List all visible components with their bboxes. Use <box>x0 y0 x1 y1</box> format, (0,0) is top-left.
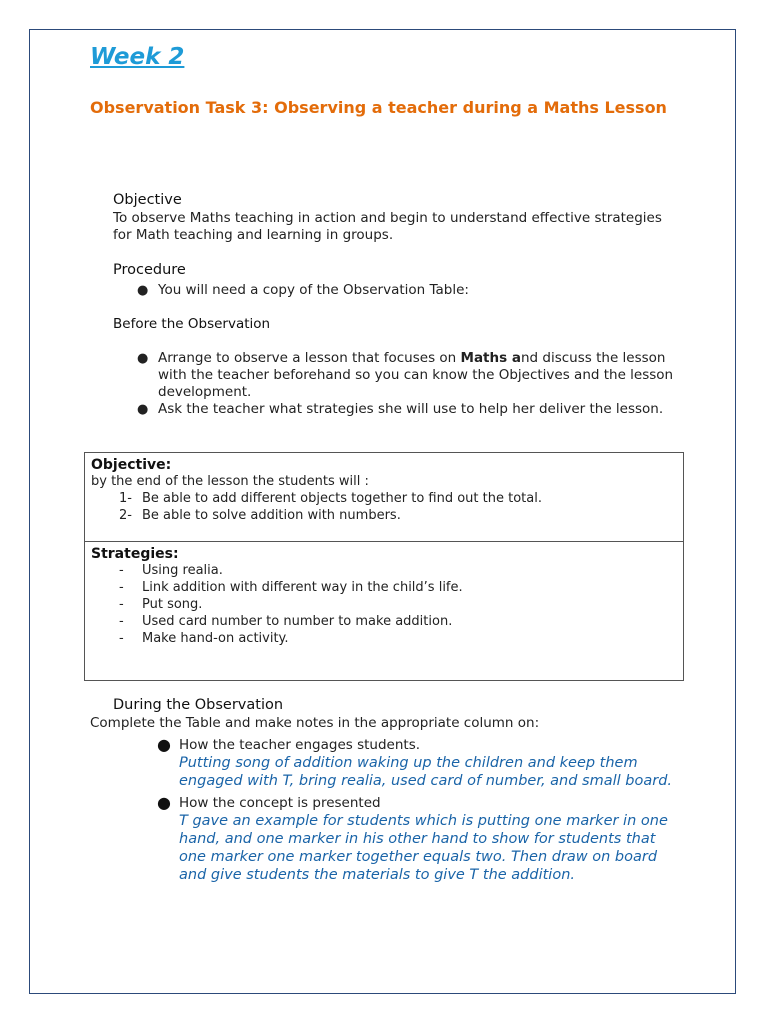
before-heading: Before the Observation <box>113 316 271 332</box>
bullet-icon: ● <box>137 402 149 417</box>
list-text: Put song. <box>142 597 203 612</box>
bullet-icon: ● <box>137 351 149 366</box>
list-text: Be able to add different objects together to find out the total. <box>142 491 542 506</box>
list-item <box>91 507 677 524</box>
strategies-box <box>84 541 684 681</box>
list-text: Used card number to number to make addition. <box>142 614 453 629</box>
objective-text: To observe Maths teaching in action and begin to understand effective strategies for Math teaching and learning in groups. <box>113 210 662 243</box>
during-answer: Putting song of addition waking up the children and keep them engaged with T, bring realia, used card of number, and small board. <box>179 755 673 789</box>
list-item <box>91 562 677 579</box>
objective-heading: Objective <box>113 192 182 208</box>
dash-icon: - <box>119 563 124 578</box>
task-title: Observation Task 3: Observing a teacher during a Maths Lesson <box>90 98 667 117</box>
list-item <box>157 737 677 790</box>
dash-icon: - <box>119 580 124 595</box>
list-item <box>91 596 677 613</box>
during-heading: During the Observation <box>113 697 284 713</box>
during-question: How the concept is presented <box>179 795 381 811</box>
list-item <box>91 579 677 596</box>
objective-box-title: Objective: <box>91 457 172 473</box>
list-number: 2- <box>119 508 132 523</box>
week-title: Week 2 <box>90 44 185 70</box>
list-number: 1- <box>119 491 132 506</box>
objective-box-list <box>91 490 677 524</box>
dash-icon: - <box>119 597 124 612</box>
list-item <box>157 795 677 884</box>
during-list <box>157 737 677 884</box>
before-bullet1-bold: Maths a <box>460 350 521 366</box>
procedure-heading: Procedure <box>113 262 186 278</box>
before-list <box>133 350 683 418</box>
during-answer: T gave an example for students which is putting one marker in one hand, and one marker in his other hand to show for students that one marker one marker together equals two. Then draw on board and give students the materials to give T the addition. <box>179 813 668 883</box>
bullet-icon: ● <box>157 793 171 812</box>
list-item <box>133 401 683 418</box>
dash-icon: - <box>119 614 124 629</box>
list-text: Make hand-on activity. <box>142 631 289 646</box>
list-text: Be able to solve addition with numbers. <box>142 508 401 523</box>
list-text: Link addition with different way in the child’s life. <box>142 580 463 595</box>
list-item <box>91 490 677 507</box>
before-bullet2: Ask the teacher what strategies she will use to help her deliver the lesson. <box>158 401 664 417</box>
bullet-icon: ● <box>137 283 149 298</box>
list-item <box>133 282 683 299</box>
before-bullet1-pre: Arrange to observe a lesson that focuses on <box>158 350 461 366</box>
list-item <box>133 350 683 401</box>
list-item <box>91 630 677 647</box>
procedure-list <box>133 282 683 299</box>
during-intro: Complete the Table and make notes in the appropriate column on: <box>90 715 540 731</box>
strategies-list <box>91 562 677 647</box>
bullet-icon: ● <box>157 735 171 754</box>
objective-box <box>84 452 684 542</box>
objective-box-intro: by the end of the lesson the students will : <box>91 474 369 489</box>
before-bullet1-post: nd discuss the lesson with the teacher beforehand so you can know the Objectives and the lesson development. <box>158 350 674 400</box>
dash-icon: - <box>119 631 124 646</box>
strategies-box-title: Strategies: <box>91 546 179 562</box>
procedure-bullet-text: You will need a copy of the Observation Table: <box>158 282 469 298</box>
list-item <box>91 613 677 630</box>
list-text: Using realia. <box>142 563 223 578</box>
during-question: How the teacher engages students. <box>179 737 421 753</box>
